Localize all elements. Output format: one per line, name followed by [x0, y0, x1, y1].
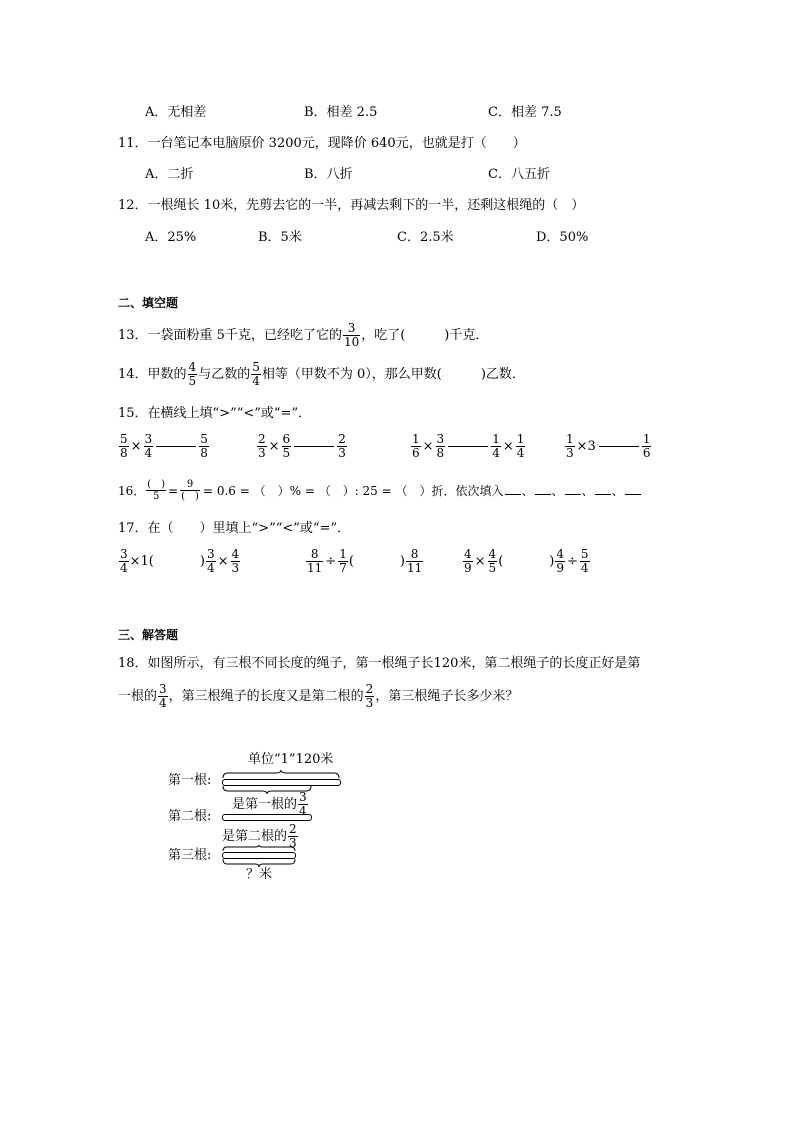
q18-line-1: 18．如图所示，有三根不同长度的绳子，第一根绳子长120米，第二根绳子的长度正好是第	[118, 656, 641, 671]
q12-option-c: C．2.5米	[397, 230, 454, 245]
q15-item-1: $\frac{5}{8}$ × $\frac{3}{4}$ $\frac{5}{8}$	[120, 432, 208, 460]
q14-fraction-2: $\frac{5}{4}$	[252, 360, 260, 388]
section-title-fill-blank: 二、填空题	[118, 296, 179, 310]
q15-item-2: $\frac{2}{3}$ × $\frac{6}{5}$ $\frac{2}{3}$	[258, 432, 346, 460]
q18-fraction-1: $\frac{3}{4}$	[159, 682, 167, 710]
q14	[118, 361, 525, 388]
diagram-brace-first-top	[222, 770, 340, 778]
q16-answer-blank-5[interactable]	[625, 486, 641, 495]
q12-question: 12．一根绳长 10米，先剪去它的一半，再减去剩下的一半，还剩这根绳的（ ）	[118, 198, 585, 213]
diagram-top-label: 单位“1”120米	[248, 752, 334, 767]
q12-option-a: A．25%	[145, 230, 197, 245]
q11-option-c: C．八五折	[488, 167, 550, 182]
q17-item-1: $\frac{3}{4}$ ×1( ) $\frac{3}{4}$ × $\frac{4}{3}$	[120, 547, 240, 575]
q15-item-4: $\frac{1}{3}$ ×3 $\frac{1}{6}$	[566, 432, 651, 460]
q10-option-a: A．无相差	[145, 105, 207, 120]
q14-text-2: 与乙数的	[198, 367, 251, 382]
q15-item-3: $\frac{1}{6}$ × $\frac{3}{8}$ $\frac{1}{4}$ × $\frac{1}{4}$	[412, 432, 525, 460]
q15-blank-3[interactable]	[448, 446, 488, 447]
q16-answer-blank-4[interactable]	[595, 486, 611, 495]
q11-question: 11．一台笔记本电脑原价 3200元，现降价 640元，也就是打（ ）	[118, 136, 526, 151]
q16-label: 16．	[118, 483, 146, 498]
diagram-mid-label-2: 是第二根的 $\frac{2}{3}$	[222, 822, 297, 850]
q13-text-after: ，吃了( )千克．	[361, 328, 489, 343]
q17-item-2: $\frac{8}{11}$ ÷ $\frac{1}{7}$ ( ) $\frac{8}{11}$	[307, 547, 423, 575]
q16: 16． $\frac{( )}{5}$ = $\frac{9}{( )}$ = 0.6 = （ ）% = （ ）: 25 = （ ）折．依次填入 、 、 、 、	[118, 479, 642, 502]
section-title-solve: 三、解答题	[118, 628, 179, 642]
q11-option-b: B．八折	[304, 167, 353, 182]
q16-fraction-2: $\frac{9}{( )}$	[181, 479, 199, 502]
diagram-row3-label: 第三根:	[168, 848, 212, 863]
q17-item-3: $\frac{4}{9}$ × $\frac{4}{5}$ ( ) $\frac{4}{9}$ ÷ $\frac{5}{4}$	[464, 547, 589, 575]
diagram-row2-label: 第二根:	[168, 809, 212, 824]
q18-fraction-2: $\frac{2}{3}$	[365, 682, 374, 710]
q15-question: 15．在横线上填“>”“<”或“=”．	[118, 406, 312, 421]
q14-fraction-1: $\frac{4}{5}$	[188, 360, 197, 388]
q11-option-a: A．二折	[145, 167, 194, 182]
diagram-rope-2	[222, 814, 312, 821]
q16-fraction-1: $\frac{( )}{5}$	[147, 479, 166, 502]
q12-option-d: D．50%	[536, 230, 589, 245]
diagram-brace-third-bottom	[222, 859, 296, 867]
diagram-mid-label-1: 是第一根的 $\frac{3}{4}$	[232, 790, 307, 818]
q16-rest: = 0.6 = （ ）% = （ ）: 25 = （ ）折．依次填入	[202, 483, 504, 498]
q10-option-b: B．相差 2.5	[304, 105, 378, 120]
q16-answer-blank-2[interactable]	[535, 486, 551, 495]
q14-text-3: 相等（甲数不为 0），那么甲数( )乙数．	[261, 367, 525, 382]
q16-answer-blank-1[interactable]	[505, 486, 521, 495]
q16-answer-blank-3[interactable]	[565, 486, 581, 495]
diagram-rope-1	[222, 779, 341, 786]
q18-line-2: 一根的 $\frac{3}{4}$ ，第三根绳子的长度又是第二根的 $\frac{2}{3}$ ，第三根绳子长多少米？	[118, 682, 519, 710]
diagram-row1-label: 第一根:	[168, 773, 212, 788]
q14-text-1: 14．甲数的	[118, 367, 187, 382]
q13	[118, 322, 488, 349]
diagram-rope-3	[222, 852, 296, 859]
q10-option-c: C．相差 7.5	[488, 105, 562, 120]
q13-fraction: $\frac{3}{10}$	[343, 321, 360, 349]
diagram-bottom-label: ？米	[246, 867, 273, 882]
q15-blank-4[interactable]	[599, 446, 639, 447]
q12-option-b: B．5米	[258, 230, 302, 245]
q15-blank-2[interactable]	[294, 446, 334, 447]
q15-blank-1[interactable]	[156, 446, 196, 447]
diagram-brace-third-top	[222, 845, 296, 851]
q17-question: 17．在（ ）里填上“>”“<”或“=”．	[118, 521, 351, 536]
q13-text-before: 13．一袋面粉重 5千克，已经吃了它的	[118, 328, 342, 343]
